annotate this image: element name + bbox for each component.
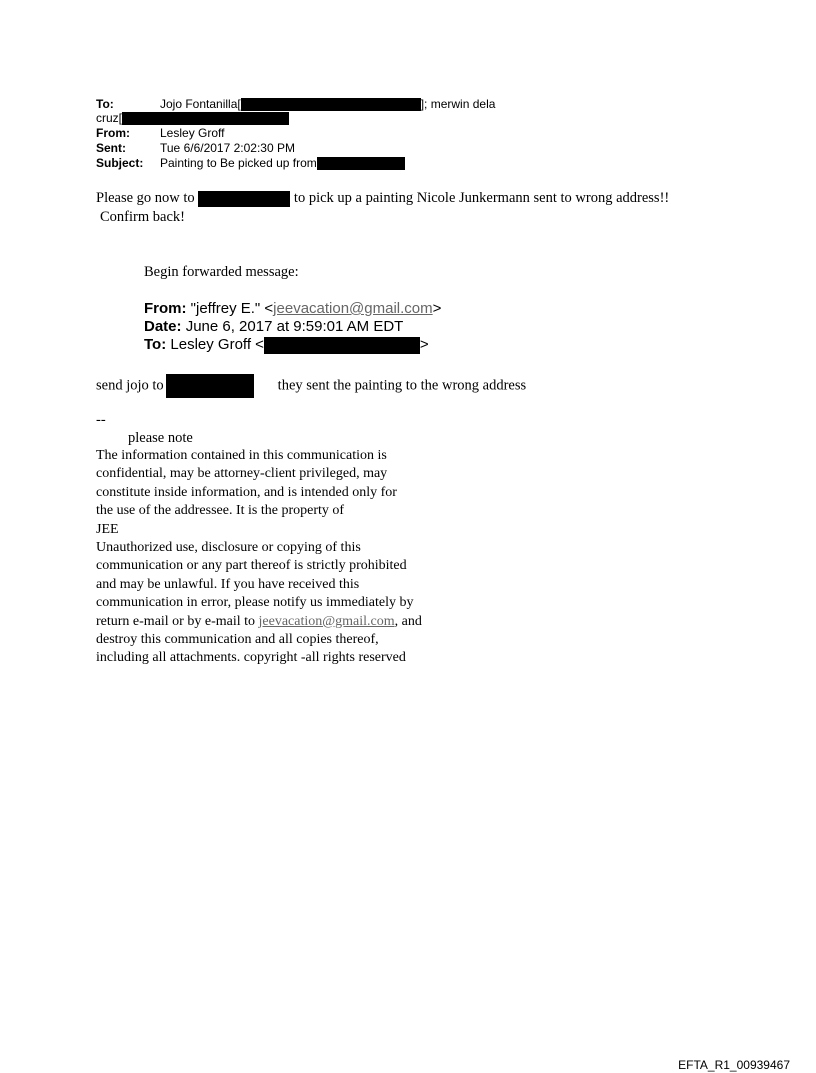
document-id: EFTA_R1_00939467	[678, 1058, 790, 1072]
redaction-block	[264, 337, 420, 354]
forward-to-label: To:	[144, 336, 167, 353]
email-from-row	[96, 126, 224, 140]
forward-to-close: >	[419, 336, 429, 353]
forward-from-label: From:	[144, 300, 187, 317]
forward-date-row	[144, 318, 403, 335]
disclaimer-line: communication in error, please notify us immediately by	[96, 595, 414, 611]
disclaimer-text: return e-mail or by e-mail to	[96, 613, 259, 629]
disclaimer-line: confidential, may be attorney-client privileged, may	[96, 466, 388, 482]
disclaimer-line: destroy this communication and all copies thereof,	[96, 632, 379, 648]
disclaimer-line: and may be unlawful. If you have received this	[96, 576, 360, 592]
disclaimer-line: Unauthorized use, disclosure or copying of this	[96, 540, 361, 556]
forward-from-row	[144, 300, 441, 317]
from-value: Lesley Groff	[160, 126, 225, 140]
sent-label: Sent:	[96, 141, 126, 155]
signature-dashes: --	[96, 412, 106, 428]
redaction-block	[166, 374, 254, 398]
subject-label: Subject:	[96, 156, 144, 170]
reply-line	[96, 374, 526, 398]
disclaimer-line: The information contained in this communication is	[96, 448, 387, 463]
disclaimer-line: the use of the addressee. It is the property of	[96, 503, 345, 519]
redaction-block	[317, 157, 405, 170]
subject-value: Painting to Be picked up from	[160, 156, 317, 170]
forward-to-row	[144, 336, 429, 354]
disclaimer-email-link[interactable]: jeevacation@gmail.com	[258, 613, 395, 629]
reply-post: they sent the painting to the wrong address	[277, 377, 527, 394]
to-separator: ]; merwin dela	[420, 97, 496, 111]
reply-pre: send jojo to	[96, 377, 164, 394]
forward-date-value: June 6, 2017 at 9:59:01 AM EDT	[185, 318, 404, 335]
disclaimer-text: , and	[394, 613, 422, 629]
email-to-row	[96, 97, 495, 111]
email-sent-row	[96, 141, 295, 155]
email-to-row-cont	[96, 111, 289, 125]
from-label: From:	[96, 126, 130, 140]
forward-date-label: Date:	[144, 318, 182, 335]
redaction-block	[122, 112, 289, 125]
disclaimer-line: JEE	[96, 521, 119, 537]
sent-value: Tue 6/6/2017 2:02:30 PM	[160, 141, 295, 155]
message-text: to pick up a painting Nicole Junkermann sent to wrong address!!	[293, 190, 670, 206]
redaction-block	[241, 98, 421, 111]
disclaimer-line: including all attachments. copyright -all rights reserved	[96, 650, 406, 666]
forward-intro: Begin forwarded message:	[144, 264, 299, 280]
to-recipient-2: cruz[	[96, 111, 123, 125]
forward-from-close: >	[432, 300, 442, 317]
message-text: Please go now to	[96, 190, 195, 206]
disclaimer-line: communication or any part thereof is strictly prohibited	[96, 558, 407, 574]
to-label: To:	[96, 97, 114, 111]
forward-from-name: "jeffrey E." <	[190, 300, 274, 317]
forward-from-email-link[interactable]: jeevacation@gmail.com	[273, 300, 433, 317]
email-subject-row	[96, 156, 405, 170]
forward-to-value: Lesley Groff <	[170, 336, 264, 353]
disclaimer-line: constitute inside information, and is intended only for	[96, 484, 397, 500]
to-recipient-1: Jojo Fontanilla[	[160, 97, 241, 111]
redaction-block	[198, 191, 290, 207]
message-line-1	[96, 189, 669, 207]
message-line-2: Confirm back!	[100, 209, 185, 225]
disclaimer-return-line	[96, 613, 422, 631]
disclaimer-block	[96, 447, 422, 668]
signature-note: please note	[128, 430, 193, 446]
